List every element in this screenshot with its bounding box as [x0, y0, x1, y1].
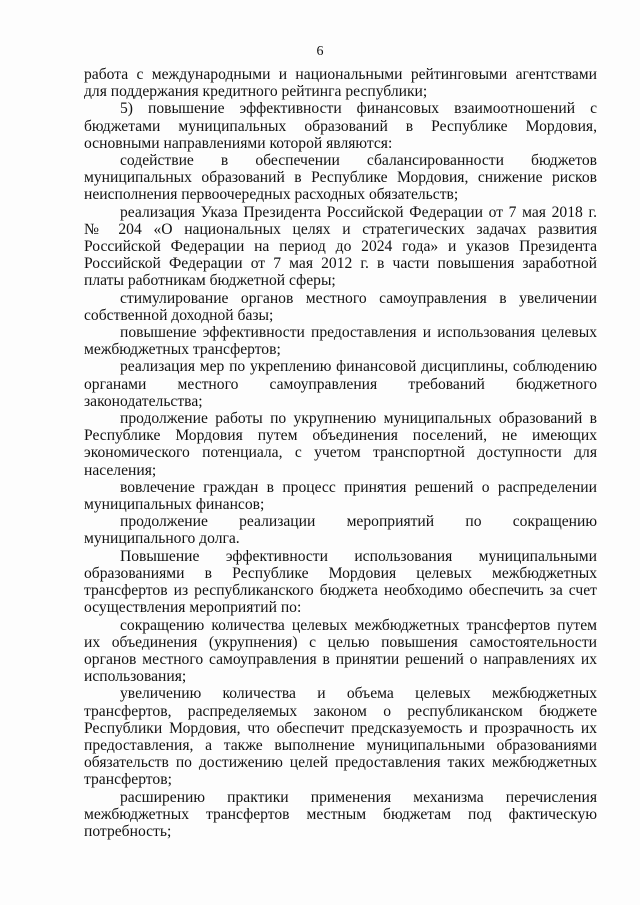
paragraph-11: Повышение эффективности использования муниципальными образованиями в Республике Мордовия целевых межбюджетных трансфертов из республиканского бюджета необходимо обеспечить за счет осуществления мероприятий по:: [84, 547, 597, 617]
paragraph-3: содействие в обеспечении сбалансированности бюджетов муниципальных образований в Республике Мордовия, снижение рисков неисполнения первоочередных расходных обязательств;: [84, 152, 597, 204]
paragraph-5: стимулирование органов местного самоуправления в увеличении собственной доходной базы;: [84, 289, 597, 324]
paragraph-6: повышение эффективности предоставления и использования целевых межбюджетных трансфертов;: [84, 324, 597, 359]
paragraph-10: продолжение реализации мероприятий по сокращению муниципального долга.: [84, 513, 597, 548]
paragraph-13: увеличению количества и объема целевых межбюджетных трансфертов, распределяемых законом о республиканском бюджете Республики Мордовия, что обеспечит предсказуемость и прозрачность их предоставления, а также выполнение муниципальными образованиями обязательств по достижению целей предоставления таких межбюджетных трансфертов;: [84, 685, 597, 789]
page-number: 6: [316, 44, 324, 59]
body-text: [84, 66, 597, 840]
paragraph-2: 5) повышение эффективности финансовых взаимоотношений с бюджетами муниципальных образований в Республике Мордовия, основными направлениями которой являются:: [84, 100, 597, 152]
paragraph-9: вовлечение граждан в процесс принятия решений о распределении муниципальных финансов;: [84, 478, 597, 514]
paragraph-1: работа с международными и национальными рейтинговыми агентствами для поддержания кредитного рейтинга республики;: [84, 66, 597, 101]
paragraph-7: реализация мер по укреплению финансовой дисциплины, соблюдению органами местного самоуправления требований бюджетного законодательства;: [84, 358, 597, 410]
paragraph-14: расширению практики применения механизма перечисления межбюджетных трансфертов местным бюджетам под фактическую потребность;: [84, 788, 597, 840]
paragraph-4: реализация Указа Президента Российской Федерации от 7 мая 2018 г. № 204 «О национальных целях и стратегических задачах развития Российской Федерации на период до 2024 года» и указов Президента Российской Федерации от 7 мая 2012 г. в части повышения заработной платы работникам бюджетной сферы;: [84, 203, 597, 290]
paragraph-12: сокращению количества целевых межбюджетных трансфертов путем их объединения (укрупнения) с целью повышения самостоятельности органов местного самоуправления в принятии решений о направлениях их использования;: [84, 616, 597, 686]
paragraph-8: продолжение работы по укрупнению муниципальных образований в Республике Мордовия путем объединения поселений, не имеющих экономического потенциала, с учетом транспортной доступности для населения;: [84, 410, 597, 479]
